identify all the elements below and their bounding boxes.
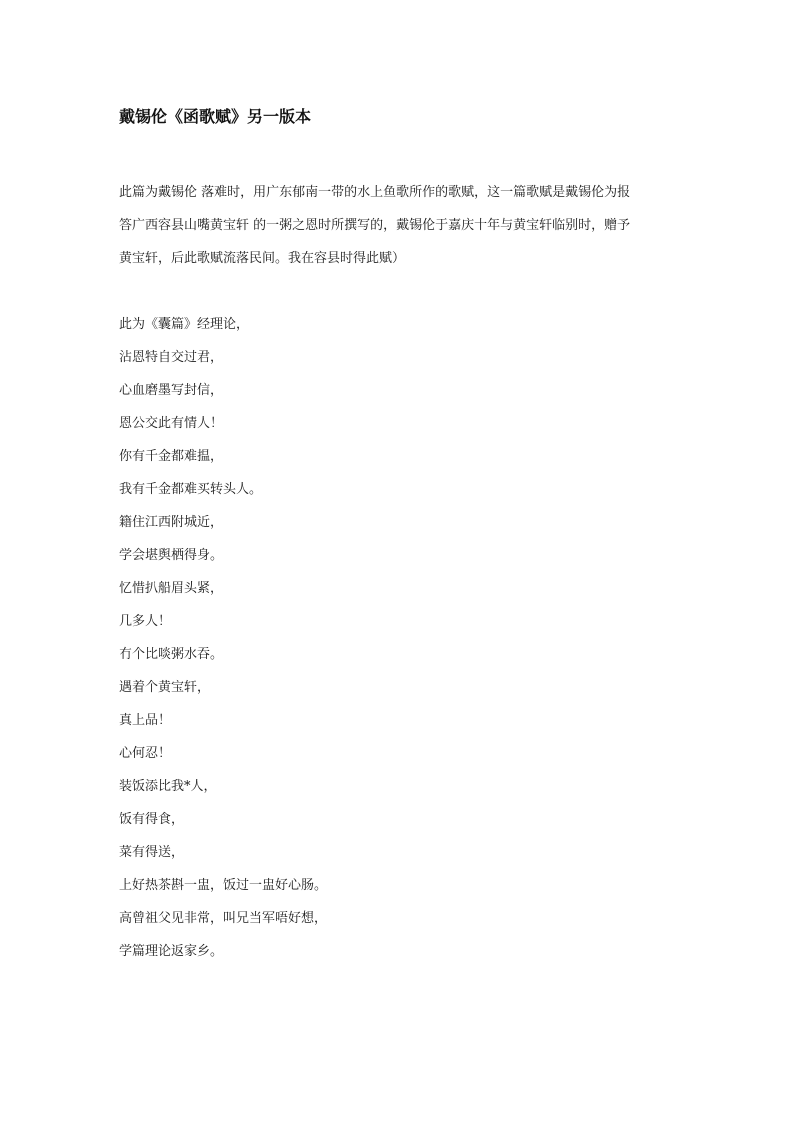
poem-line: 遇着个黄宝轩， [119, 680, 211, 695]
poem-line: 心何忍！ [119, 746, 172, 761]
poem-line: 心血磨墨写封信， [119, 383, 224, 398]
poem-line: 装饭添比我*人， [119, 779, 217, 794]
intro-paragraph [119, 176, 689, 275]
poem-text [119, 308, 327, 968]
poem-line: 学会堪舆栖得身。 [119, 548, 224, 563]
poem-line: 几多人！ [119, 614, 172, 629]
poem-line: 真上品！ [119, 713, 172, 728]
intro-line: 黄宝轩，后此歌赋流落民间。我在容县时得此赋） [119, 251, 406, 266]
poem-line: 上好热茶斟一盅，饭过一盅好心肠。 [119, 878, 328, 893]
poem-line: 学篇理论返家乡。 [119, 944, 224, 959]
poem-line: 此为《囊篇》经理论， [119, 317, 250, 332]
poem-line: 恩公交此有情人！ [119, 416, 224, 431]
poem-line: 你有千金都难揾， [119, 449, 224, 464]
poem-line: 沾恩特自交过君， [119, 350, 224, 365]
poem-line: 忆惜扒船眉头紧， [119, 581, 224, 596]
poem-line: 高曾祖父见非常，叫兄当军唔好想， [119, 911, 328, 926]
intro-line: 此篇为戴锡伦 落难时，用广东郁南一带的水上鱼歌所作的歌赋，这一篇歌赋是戴锡伦为报 [119, 185, 631, 200]
intro-line: 答广西容县山嘴黄宝轩 的一粥之恩时所撰写的，戴锡伦于嘉庆十年与黄宝轩临别时，赠予 [119, 218, 631, 233]
poem-line: 菜有得送， [119, 845, 185, 860]
poem-line: 籍住江西附城近， [119, 515, 224, 530]
document-title: 戴锡伦《函歌赋》另一版本 [119, 107, 312, 126]
poem-line: 饭有得食， [119, 812, 185, 827]
poem-line: 冇个比啖粥水吞。 [119, 647, 224, 662]
poem-line: 我有千金都难买转头人。 [119, 482, 263, 497]
